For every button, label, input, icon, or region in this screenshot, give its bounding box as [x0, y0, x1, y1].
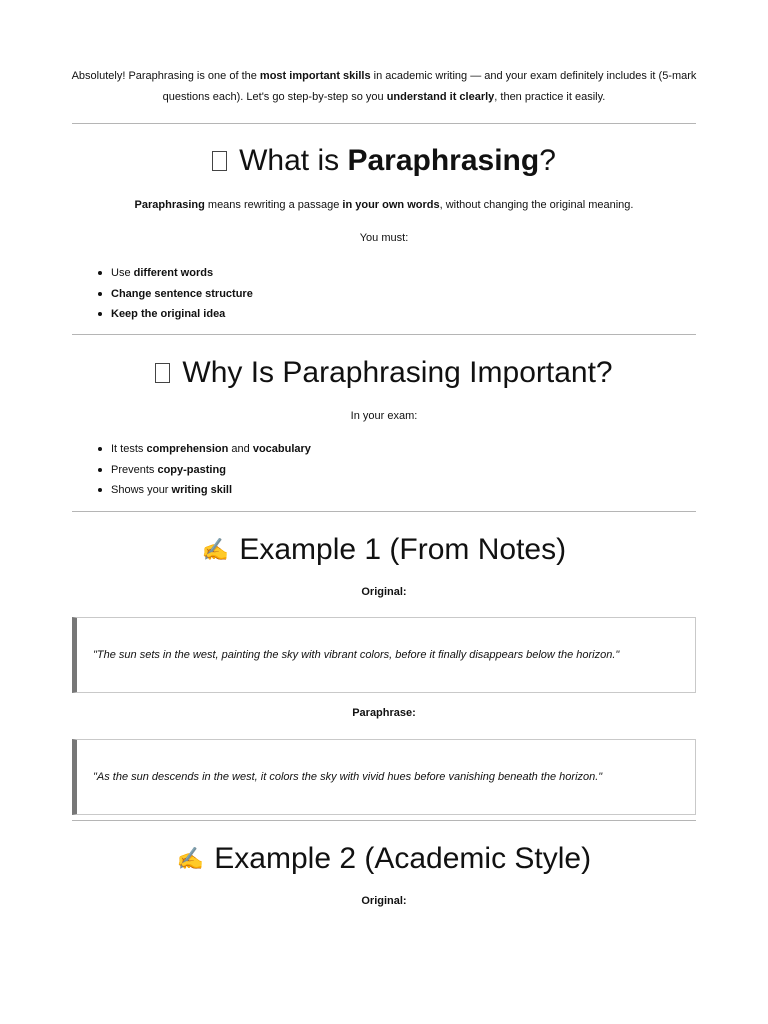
section-why-heading: [72, 353, 696, 393]
list-item: [96, 306, 253, 327]
must-paragraph: You must:: [359, 232, 409, 244]
item-text: Use: [111, 267, 134, 279]
definition-bold: Paraphrasing: [134, 199, 205, 211]
item-bold: Change sentence structure: [111, 287, 253, 300]
importance-list: [96, 441, 311, 503]
quote-text: "As the sun descends in the west, it colors the sky with vivid hues before vanishing beneath the horizon.": [93, 771, 603, 783]
list-item: [96, 286, 253, 307]
heading-text: Example 1 (From Notes): [239, 533, 567, 566]
list-item: [96, 462, 311, 483]
intro-text: in academic writing — and your exam definitely includes it (5-mark questions each). Let's go step-by-step so you: [162, 70, 697, 103]
divider: [72, 511, 696, 512]
original-quote: [72, 617, 696, 693]
definition-bold: in your own words: [342, 199, 440, 211]
original-label: Original:: [361, 586, 407, 598]
intro-paragraph: [60, 66, 708, 108]
intro-text: Absolutely! Paraphrasing is one of the: [71, 70, 260, 82]
divider: [72, 820, 696, 821]
item-bold: comprehension: [146, 443, 229, 455]
quote-text: "The sun sets in the west, painting the sky with vibrant colors, before it finally disappears below the horizon.": [93, 649, 620, 661]
example2-heading: [72, 839, 696, 879]
paraphrase-label: Paraphrase:: [352, 707, 416, 719]
item-bold: different words: [133, 267, 214, 279]
writing-hand-icon: ✍: [201, 537, 230, 562]
item-text: Prevents: [111, 463, 158, 476]
intro-bold: most important skills: [259, 70, 371, 82]
heading-text: ?: [539, 144, 556, 177]
list-item: [96, 482, 311, 503]
heading-bold: Paraphrasing: [347, 144, 540, 177]
intro-text: , then practice it easily.: [494, 91, 606, 103]
definition-text: means rewriting a passage: [204, 199, 343, 211]
item-text: and: [228, 443, 253, 455]
item-bold: writing skill: [171, 484, 233, 496]
item-text: It tests: [111, 443, 147, 455]
section-what-heading: [72, 141, 696, 181]
missing-glyph-icon: [155, 363, 170, 383]
example1-heading: [72, 530, 696, 570]
intro-bold: understand it clearly: [386, 91, 495, 103]
heading-text: Why Is Paraphrasing Important?: [182, 356, 613, 389]
definition-paragraph: [72, 197, 696, 213]
item-text: Shows your: [111, 484, 172, 496]
paraphrase-quote: [72, 739, 696, 815]
heading-text: What is: [239, 144, 348, 177]
must-list: [96, 265, 253, 327]
item-bold: vocabulary: [252, 443, 311, 455]
divider: [72, 334, 696, 335]
list-item: [96, 265, 253, 286]
item-bold: copy-pasting: [157, 463, 226, 476]
exam-lead: In your exam:: [350, 410, 418, 422]
writing-hand-icon: ✍: [176, 846, 205, 871]
heading-text: Example 2 (Academic Style): [214, 842, 592, 875]
list-item: [96, 441, 311, 462]
item-bold: Keep the original idea: [111, 308, 226, 320]
original-label: Original:: [361, 895, 407, 907]
definition-text: , without changing the original meaning.: [439, 199, 634, 211]
divider: [72, 123, 696, 124]
missing-glyph-icon: [212, 151, 227, 171]
